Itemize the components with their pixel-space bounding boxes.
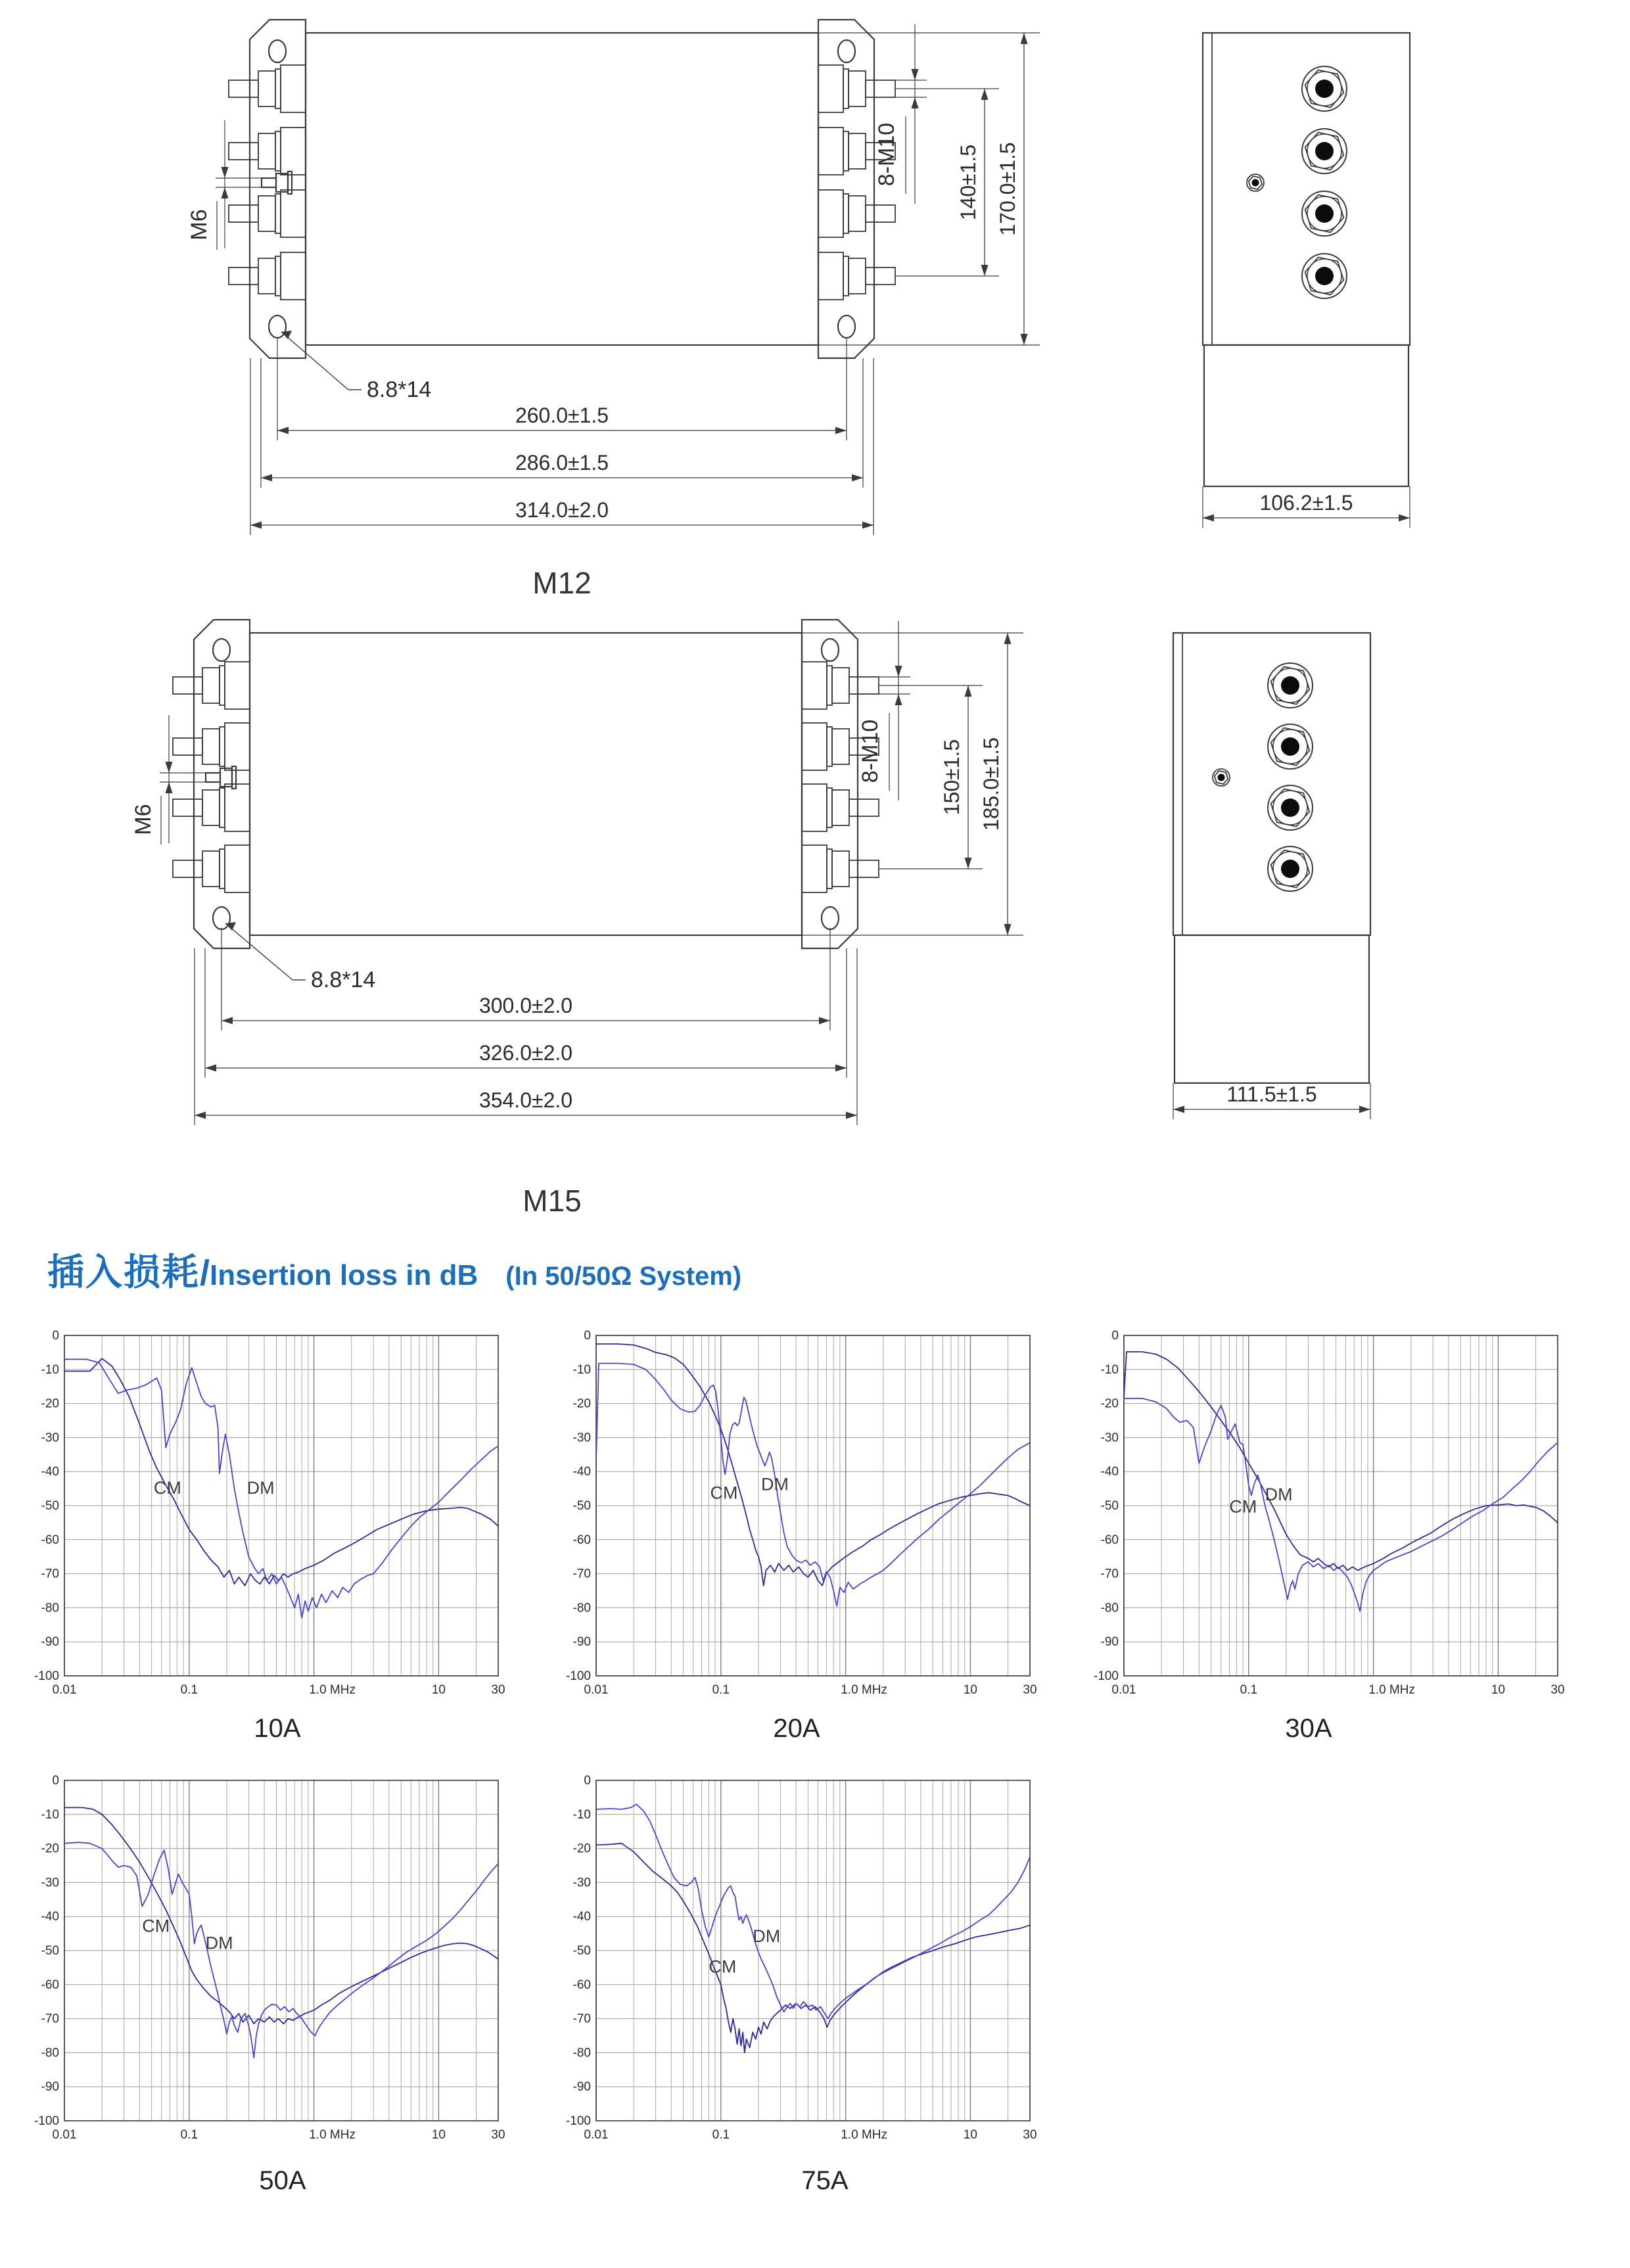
svg-text:260.0±1.5: 260.0±1.5 xyxy=(515,404,609,427)
svg-text:0: 0 xyxy=(1111,1329,1119,1343)
caption-20a: 20A xyxy=(773,1714,820,1743)
m12-title: M12 xyxy=(532,566,592,600)
svg-text:-70: -70 xyxy=(572,1567,591,1581)
front-view xyxy=(229,20,895,358)
grid xyxy=(34,1329,498,1683)
svg-text:-80: -80 xyxy=(41,1601,59,1615)
svg-text:-90: -90 xyxy=(41,1635,59,1650)
svg-text:-70: -70 xyxy=(572,2012,591,2026)
side-view xyxy=(1173,633,1370,1119)
front-view xyxy=(173,620,879,948)
svg-text:300.0±2.0: 300.0±2.0 xyxy=(478,994,573,1017)
svg-text:-90: -90 xyxy=(572,1635,591,1650)
m12-outline-drawing xyxy=(164,10,1630,575)
svg-text:-60: -60 xyxy=(572,1533,591,1547)
svg-text:30: 30 xyxy=(1550,1683,1565,1697)
svg-text:-60: -60 xyxy=(41,1978,59,1992)
svg-text:326.0±2.0: 326.0±2.0 xyxy=(478,1041,573,1065)
svg-text:-60: -60 xyxy=(572,1978,591,1992)
caption-75a: 75A xyxy=(801,2166,849,2195)
svg-text:-80: -80 xyxy=(572,2046,591,2060)
series-cm-label: CM xyxy=(709,1956,737,1977)
series-dm-label: DM xyxy=(1265,1485,1293,1505)
svg-text:M6: M6 xyxy=(131,804,156,835)
svg-text:0.1: 0.1 xyxy=(712,2128,730,2142)
svg-text:-50: -50 xyxy=(572,1499,591,1513)
svg-text:10: 10 xyxy=(963,2128,978,2142)
svg-text:-20: -20 xyxy=(41,1397,59,1411)
m15-title: M15 xyxy=(523,1184,582,1218)
svg-text:0: 0 xyxy=(52,1774,59,1788)
svg-text:-10: -10 xyxy=(1100,1362,1119,1377)
svg-text:-50: -50 xyxy=(1100,1499,1119,1513)
svg-text:-10: -10 xyxy=(41,1807,59,1822)
svg-text:140±1.5: 140±1.5 xyxy=(956,144,980,221)
svg-text:-30: -30 xyxy=(41,1431,59,1445)
svg-text:0.1: 0.1 xyxy=(712,1683,730,1697)
caption-50a: 50A xyxy=(259,2166,306,2195)
svg-text:-20: -20 xyxy=(41,1841,59,1856)
dimensions xyxy=(187,24,1040,535)
svg-text:1.0 MHz: 1.0 MHz xyxy=(1368,1683,1415,1697)
svg-text:-100: -100 xyxy=(34,1669,59,1683)
svg-text:-30: -30 xyxy=(1100,1431,1119,1445)
svg-text:0.1: 0.1 xyxy=(180,1683,198,1697)
section-title-note: (In 50/50Ω System) xyxy=(505,1262,742,1291)
m15-outline-drawing xyxy=(108,610,1574,1175)
svg-text:-10: -10 xyxy=(572,1807,591,1822)
svg-text:354.0±2.0: 354.0±2.0 xyxy=(478,1088,573,1112)
dimensions xyxy=(131,621,1023,1125)
series-dm-label: DM xyxy=(205,1933,233,1953)
svg-text:-60: -60 xyxy=(41,1533,59,1547)
chart-75a xyxy=(555,1771,1042,2146)
svg-text:-30: -30 xyxy=(572,1431,591,1445)
svg-text:0.01: 0.01 xyxy=(52,1683,77,1697)
svg-text:30: 30 xyxy=(1023,2128,1037,2142)
svg-text:1.0 MHz: 1.0 MHz xyxy=(841,1683,887,1697)
series-cm-label: CM xyxy=(153,1477,181,1498)
svg-text:-20: -20 xyxy=(1100,1397,1119,1411)
svg-text:-80: -80 xyxy=(572,1601,591,1615)
series-dm-label: DM xyxy=(753,1926,781,1946)
svg-text:106.2±1.5: 106.2±1.5 xyxy=(1259,491,1353,515)
svg-text:-100: -100 xyxy=(565,1669,591,1683)
svg-text:314.0±2.0: 314.0±2.0 xyxy=(515,498,609,522)
svg-text:-100: -100 xyxy=(1093,1669,1119,1683)
svg-text:30: 30 xyxy=(491,2128,505,2142)
section-title-separator: / xyxy=(200,1253,210,1293)
section-title-zh: 插入损耗 xyxy=(47,1251,200,1293)
svg-text:10: 10 xyxy=(1491,1683,1506,1697)
svg-text:-60: -60 xyxy=(1100,1533,1119,1547)
chart-20a xyxy=(555,1326,1042,1701)
section-title-en: Insertion loss in dB xyxy=(210,1259,478,1291)
svg-text:-90: -90 xyxy=(1100,1635,1119,1650)
svg-text:0: 0 xyxy=(584,1329,591,1343)
svg-text:-30: -30 xyxy=(572,1876,591,1890)
svg-text:10: 10 xyxy=(431,1683,446,1697)
svg-text:185.0±1.5: 185.0±1.5 xyxy=(979,737,1003,831)
svg-text:-70: -70 xyxy=(1100,1567,1119,1581)
svg-text:-30: -30 xyxy=(41,1876,59,1890)
grid xyxy=(566,1329,1030,1683)
svg-text:10: 10 xyxy=(431,2128,446,2142)
svg-text:30: 30 xyxy=(491,1683,505,1697)
svg-text:0.1: 0.1 xyxy=(180,2128,198,2142)
svg-text:-100: -100 xyxy=(34,2114,59,2128)
series-cm-label: CM xyxy=(710,1483,738,1503)
caption-30a: 30A xyxy=(1285,1714,1332,1743)
chart-30a xyxy=(1083,1326,1570,1701)
series-dm-label: DM xyxy=(246,1477,275,1498)
svg-text:-20: -20 xyxy=(572,1397,591,1411)
svg-text:-50: -50 xyxy=(41,1944,59,1958)
svg-text:-50: -50 xyxy=(41,1499,59,1513)
svg-text:-40: -40 xyxy=(41,1910,59,1924)
svg-text:-20: -20 xyxy=(572,1841,591,1856)
svg-text:-80: -80 xyxy=(1100,1601,1119,1615)
svg-text:0.01: 0.01 xyxy=(52,2128,77,2142)
svg-text:8-M10: 8-M10 xyxy=(874,122,899,187)
chart-50a xyxy=(24,1771,510,2146)
svg-text:-10: -10 xyxy=(41,1362,59,1377)
svg-text:-40: -40 xyxy=(572,1910,591,1924)
svg-text:8-M10: 8-M10 xyxy=(858,719,883,783)
svg-text:150±1.5: 150±1.5 xyxy=(940,739,964,816)
series-cm-label: CM xyxy=(1229,1496,1257,1517)
svg-text:-70: -70 xyxy=(41,1567,59,1581)
svg-text:-70: -70 xyxy=(41,2012,59,2026)
grid xyxy=(566,1774,1030,2128)
svg-text:0.01: 0.01 xyxy=(1111,1683,1136,1697)
svg-text:-40: -40 xyxy=(41,1465,59,1479)
svg-text:-50: -50 xyxy=(572,1944,591,1958)
svg-text:0.01: 0.01 xyxy=(584,2128,609,2142)
side-view xyxy=(1203,33,1410,528)
series-dm-label: DM xyxy=(761,1474,789,1494)
chart-10a xyxy=(24,1326,510,1701)
svg-text:286.0±1.5: 286.0±1.5 xyxy=(515,451,609,474)
caption-10a: 10A xyxy=(254,1714,301,1743)
svg-text:1.0 MHz: 1.0 MHz xyxy=(309,1683,356,1697)
svg-text:0.1: 0.1 xyxy=(1240,1683,1258,1697)
svg-text:-90: -90 xyxy=(572,2080,591,2094)
svg-text:-40: -40 xyxy=(1100,1465,1119,1479)
svg-text:30: 30 xyxy=(1023,1683,1037,1697)
svg-text:8.8*14: 8.8*14 xyxy=(367,377,432,402)
svg-text:-40: -40 xyxy=(572,1465,591,1479)
svg-text:170.0±1.5: 170.0±1.5 xyxy=(996,142,1019,236)
svg-text:10: 10 xyxy=(963,1683,978,1697)
series-cm-label: CM xyxy=(142,1916,170,1936)
svg-text:1.0 MHz: 1.0 MHz xyxy=(841,2128,887,2142)
svg-text:8.8*14: 8.8*14 xyxy=(311,967,376,992)
svg-text:-80: -80 xyxy=(41,2046,59,2060)
svg-text:-90: -90 xyxy=(41,2080,59,2094)
svg-text:-100: -100 xyxy=(565,2114,591,2128)
svg-text:0.01: 0.01 xyxy=(584,1683,609,1697)
svg-text:0: 0 xyxy=(52,1329,59,1343)
svg-text:M6: M6 xyxy=(187,209,212,241)
svg-text:1.0 MHz: 1.0 MHz xyxy=(309,2128,356,2142)
svg-text:0: 0 xyxy=(584,1774,591,1788)
svg-text:111.5±1.5: 111.5±1.5 xyxy=(1226,1082,1317,1106)
insertion-loss-section-title xyxy=(47,1243,741,1296)
svg-text:-10: -10 xyxy=(572,1362,591,1377)
